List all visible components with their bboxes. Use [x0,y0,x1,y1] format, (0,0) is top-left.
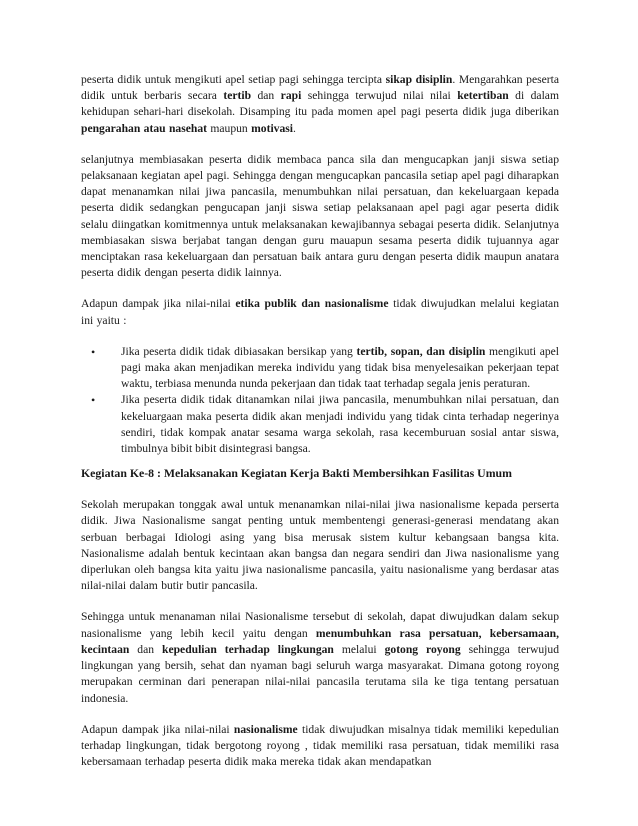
document-page [81,72,559,785]
emphasis-text: menumbuhkan rasa persatuan, kebersamaan, kecintaan [81,626,559,656]
emphasis-text: pengarahan atau nasehat [81,121,207,135]
emphasis-text: etika publik dan nasionalisme [235,297,389,311]
paragraph-pancasila: selanjutnya membiasakan peserta didik membaca panca sila dan mengucapkan janji siswa setiap pelaksanaan kegiatan apel pagi. Sehingga dengan mengucapkan pancasila setiap apel pagi diharapkan dapat menanamkan nilai jiwa pancasila, menumbuhkan nilai persatuan, dan kekeluargaan kepada peserta didik sedangkan pengucapan janji siswa setiap pelaksanaan apel pagi agar peserta didik selalu diingatkan komitmennya untuk melaksanakan kewajibannya sebagai peserta didik. Selanjutnya membiasakan siswa berjabat tangan dengan guru mauapun sesama peserta didik tujuannya agar menciptakan rasa kekeluargaan dan persatuan baik antara guru dengan peserta didik maupun anatara peserta didik dengan peserta didik lainnya. [81,152,559,280]
section-heading: Kegiatan Ke-8 : Melaksanakan Kegiatan Kerja Bakti Membersihkan Fasilitas Umum [81,466,512,481]
list-item-text: Jika peserta didik tidak ditanamkan nilai jiwa pancasila, menumbuhkan nilai persatuan, dan kekeluargaan maka peserta didik akan menjadi individu yang tidak cinta terhadap negerinya sendiri, tidak kompak anatar sesama warga sekolah, rasa kecemburuan sosial antar siswa, timbulnya bibit bibit disintegrasi bangsa. [121,393,559,456]
emphasis-text: gotong royong [384,642,461,656]
emphasis-text: motivasi [251,121,294,135]
paragraph-dampak-etika: Adapun dampak jika nilai-nilai etika publik dan nasionalisme tidak diwujudkan melalui kegiatan ini yaitu : [81,297,560,327]
bullet-list [81,344,559,457]
bullet-icon: • [91,393,96,408]
bullet-icon: • [91,344,96,359]
list-item [89,344,559,393]
list-item-text: Jika peserta didik tidak dibiasakan bersikap yang tertib, sopan, dan disiplin mengikuti apel pagi maka akan menjadikan mereka individu yang tidak bisa menyelesaikan pekerjaan tepat waktu, terbiasa menunda nunda pekerjaan dan tidak taat terhadap segala jenis peraturan. [121,344,560,391]
emphasis-text: ketertiban [457,89,509,103]
paragraph-dampak-nasionalisme: Adapun dampak jika nilai-nilai nasionalisme tidak diwujudkan misalnya tidak memiliki kepedulian terhadap lingkungan, tidak bergotong royong , tidak memiliki rasa persatuan, tidak memiliki rasa kebersamaan terhadap peserta didik maka mereka tidak akan mendapatkan [81,722,559,769]
emphasis-text: tertib [223,89,252,103]
emphasis-text: nasionalisme [233,722,298,736]
emphasis-text: kepedulian terhadap lingkungan [162,642,334,656]
emphasis-text: rapi [280,89,302,103]
emphasis-text: sikap disiplin [385,73,453,86]
paragraph-gotong-royong: Sehingga untuk menanaman nilai Nasionalisme tersebut di sekolah, dapat diwujudkan dalam sekup nasionalisme yang lebih kecil yaitu dengan menumbuhkan rasa persatuan, kebersamaan, kecintaan dan kepedulian terhadap lingkungan melalui gotong royong sehingga terwujud lingkungan yang bersih, sehat dan nyaman bagi seluruh warga masyarakat. Dimana gotong royong merupakan cerminan dari penerapan nilai-nilai pancasila terutama sila ke tiga tentang persatuan indonesia. [81,610,560,705]
paragraph-apel-pagi: peserta didik untuk mengikuti apel setiap pagi sehingga tercipta sikap disiplin. Mengarahkan peserta didik untuk berbaris secara tertib dan rapi sehingga terwujud nilai nilai ketertiban di dalam kehidupan sehari-hari disekolah. Disamping itu pada momen apel pagi peserta didik juga diberikan pengarahan atau nasehat maupun motivasi. [81,73,559,135]
list-item [89,392,559,457]
paragraph-sekolah: Sekolah merupakan tonggak awal untuk menanamkan nilai-nilai jiwa nasionalisme kepada perserta didik. Jiwa Nasionalisme sangat penting untuk membentengi generasi-generasi mendatang akan serbuan berbagai Idiologi asing yang bisa merusak sistem kultur kebangsaan bangsa kita. Nasionalisme adalah bentuk kecintaan akan bangsa dan negara sendiri dan Jiwa nasionalisme yang diperlukan oleh bangsa kita yaitu jiwa nasionalisme pancasila, yaitu nasionalisme yang berdasar atas nilai-nilai dalam butir butir pancasila. [81,498,559,593]
emphasis-text: tertib, sopan, dan disiplin [356,344,486,358]
